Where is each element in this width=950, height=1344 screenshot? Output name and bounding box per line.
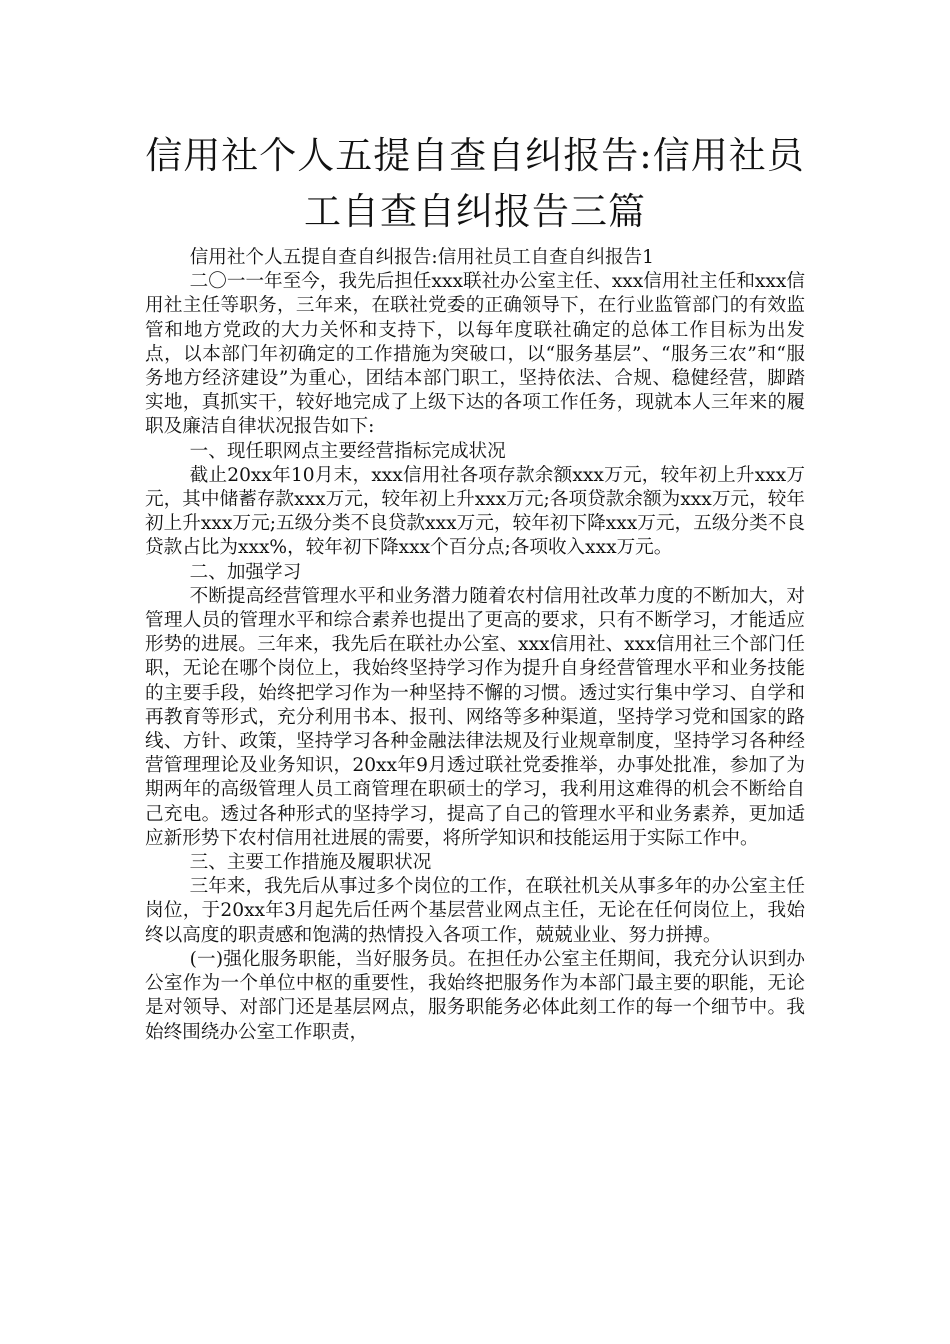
body-paragraph: 不断提高经营管理水平和业务潜力随着农村信用社改革力度的不断加大，对管理人员的管理水平和综合素养也提出了更高的要求，只有不断学习，才能适应形势的进展。三年来，我先后在联社办公室、xxx信用社、xxx信用社三个部门任职，无论在哪个岗位上，我始终坚持学习作为提升自身经营管理水平和业务技能的主要手段，始终把学习作为一种坚持不懈的习惯。透过实行集中学习、自学和再教育等形式，充分利用书本、报刊、网络等多种渠道，坚持学习党和国家的路线、方针、政策，坚持学习各种金融法律法规及行业规章制度，坚持学习各种经营管理理论及业务知识，20xx年9月透过联社党委推举，办事处批准，参加了为期两年的高级管理人员工商管理在职硕士的学习，我利用这难得的机会不断给自己充电。透过各种形式的坚持学习，提高了自己的管理水平和业务素养，更加适应新形势下农村信用社进展的需要，将所学知识和技能运用于实际工作中。: [145, 585, 805, 849]
document-body: [145, 246, 805, 1045]
intro-paragraph: 二〇一一年至今，我先后担任xxx联社办公室主任、xxx信用社主任和xxx信用社主任等职务，三年来，在联社党委的正确领导下，在行业监管部门的有效监管和地方党政的大力关怀和支持下，以每年度联社确定的总体工作目标为出发点，以本部门年初确定的工作措施为突破口，以“服务基层”、“服务三农”和“服务地方经济建设”为重心，团结本部门职工，坚持依法、合规、稳健经营，脚踏实地，真抓实干，较好地完成了上级下达的各项工作任务，现就本人三年来的履职及廉洁自律状况报告如下:: [145, 271, 805, 438]
document-title: 信用社个人五提自查自纠报告:信用社员工自查自纠报告三篇: [145, 134, 805, 233]
body-paragraph: 截止20xx年10月末，xxx信用社各项存款余额xxx万元，较年初上升xxx万元，其中储蓄存款xxx万元，较年初上升xxx万元;各项贷款余额为xxx万元，较年初上升xxx万元;五级分类不良贷款xxx万元，较年初下降xxx万元，五级分类不良贷款占比为xxx%，较年初下降xxx个百分点;各项收入xxx万元。: [145, 464, 805, 559]
section-heading-3: 三、主要工作措施及履职状况: [189, 852, 432, 874]
section-heading-2: 二、加强学习: [189, 561, 302, 583]
section-heading-1: 一、现任职网点主要经营指标完成状况: [189, 440, 506, 462]
body-paragraph: 三年来，我先后从事过多个岗位的工作，在联社机关从事多年的办公室主任岗位，于20xx年3月起先后任两个基层营业网点主任，无论在任何岗位上，我始终以高度的职责感和饱满的热情投入各项工作，兢兢业业、努力拼搏。: [145, 876, 805, 946]
subtitle-paragraph: 信用社个人五提自查自纠报告:信用社员工自查自纠报告1: [189, 247, 654, 268]
body-paragraph: (一)强化服务职能，当好服务员。在担任办公室主任期间，我充分认识到办公室作为一个单位中枢的重要性，我始终把服务作为本部门最主要的职能，无论是对领导、对部门还是基层网点，服务职能务必体此刻工作的每一个细节中。我始终围绕办公室工作职责，: [145, 948, 805, 1043]
